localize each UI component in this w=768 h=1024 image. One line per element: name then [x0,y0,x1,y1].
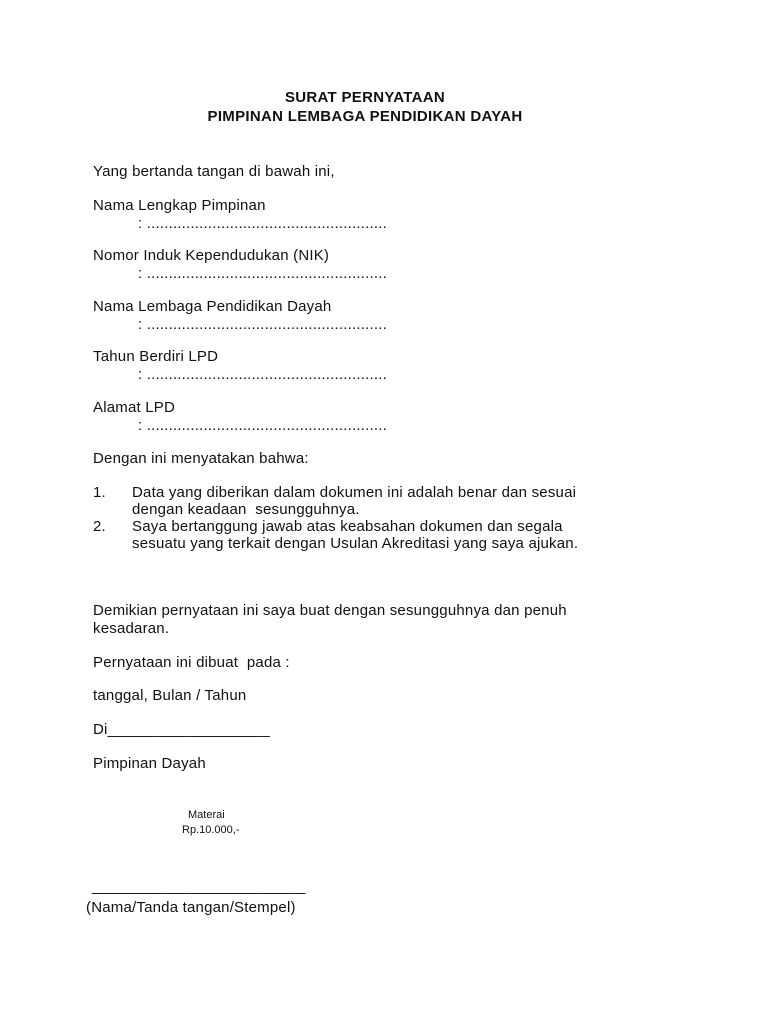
date-text: tanggal, Bulan / Tahun [93,687,247,704]
field-value-nik: : ....................................................... [138,265,387,282]
intro-text: Yang bertanda tangan di bawah ini, [93,163,335,180]
point-1-line1: Data yang diberikan dalam dokumen ini adalah benar dan sesuai [132,484,577,501]
doc-title-line1: SURAT PERNYATAAN [284,89,446,106]
signature-line: _________________________ [92,878,306,895]
field-label-lembaga: Nama Lembaga Pendidikan Dayah [93,298,332,315]
field-value-lembaga: : ....................................................... [138,316,387,333]
closing-line2: kesadaran. [93,620,170,637]
signature-caption: (Nama/Tanda tangan/Stempel) [86,899,296,916]
point-number-1: 1. [93,484,106,501]
stamp-label: Materai [188,809,225,821]
closing-line1: Demikian pernyataan ini saya buat dengan sesungguhnya dan penuh [93,602,567,619]
point-number-2: 2. [93,518,106,535]
made-at-text: Pernyataan ini dibuat pada : [93,654,290,671]
signer-title: Pimpinan Dayah [93,755,206,772]
field-label-nik: Nomor Induk Kependudukan (NIK) [93,247,330,264]
field-label-alamat: Alamat LPD [93,399,176,416]
point-2-line1: Saya bertanggung jawab atas keabsahan dokumen dan segala [132,518,563,535]
place-text: Di___________________ [93,721,270,738]
point-1-line2: dengan keadaan sesungguhnya. [132,501,360,518]
declaration-intro: Dengan ini menyatakan bahwa: [93,450,309,467]
field-value-alamat: : ....................................................... [138,417,387,434]
field-label-nama: Nama Lengkap Pimpinan [93,197,266,214]
doc-title-line2: PIMPINAN LEMBAGA PENDIDIKAN DAYAH [207,108,523,125]
field-value-tahun: : ....................................................... [138,366,387,383]
point-2-line2: sesuatu yang terkait dengan Usulan Akreditasi yang saya ajukan. [132,535,579,552]
field-value-nama: : ....................................................... [138,215,387,232]
stamp-amount: Rp.10.000,- [182,824,240,836]
field-label-tahun: Tahun Berdiri LPD [93,348,219,365]
